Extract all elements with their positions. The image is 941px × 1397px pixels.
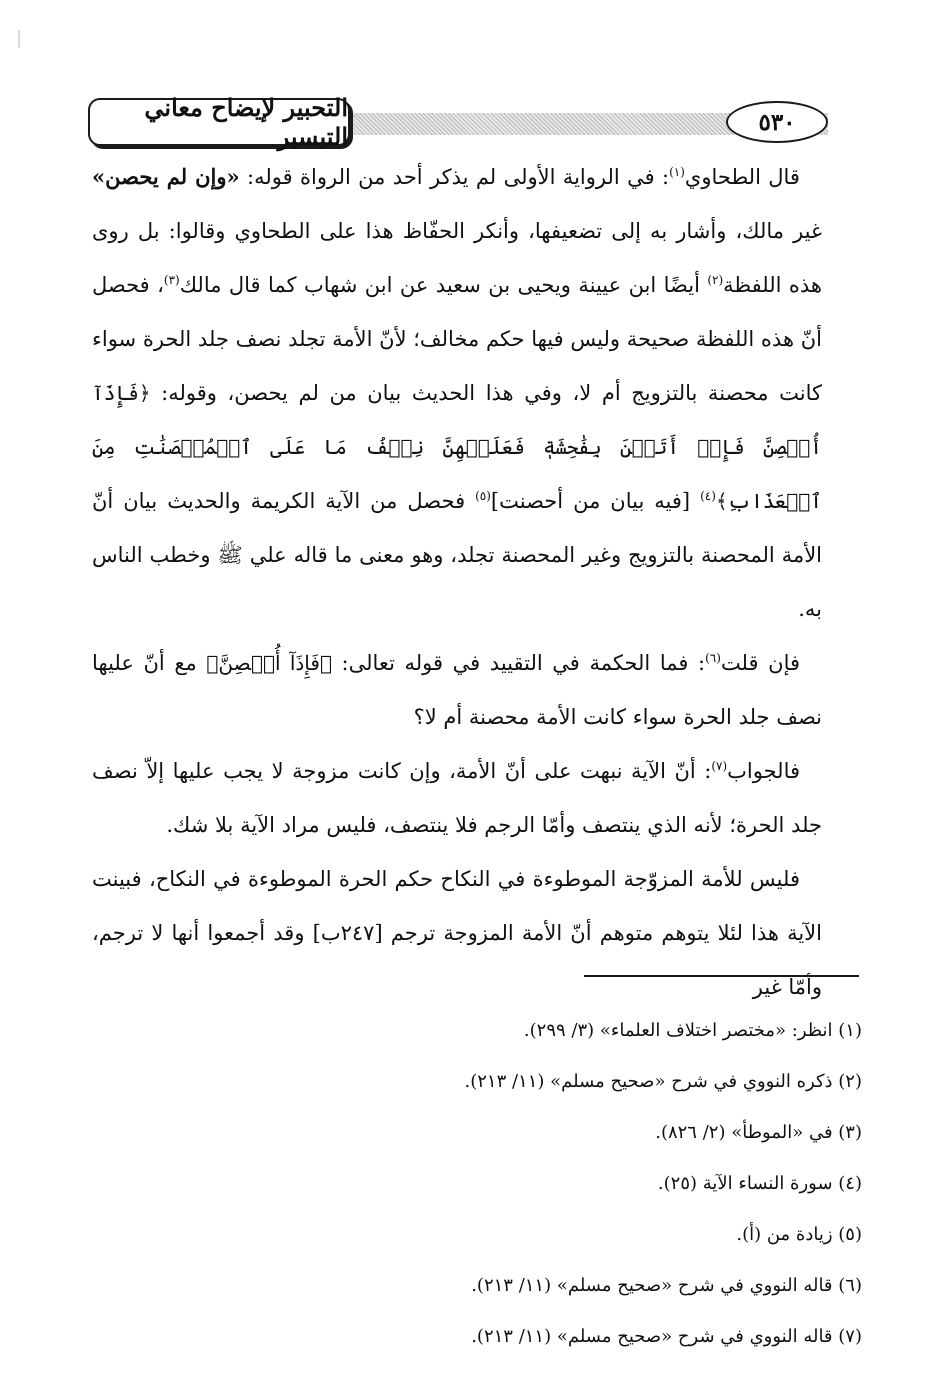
text-run: فالجواب bbox=[727, 759, 800, 783]
text-run: قال الطحاوي bbox=[684, 165, 800, 189]
footnotes bbox=[100, 1005, 862, 1362]
paragraph bbox=[92, 636, 822, 744]
text-run: : فما الحكمة في التقييد في قوله تعالى: bbox=[331, 651, 706, 675]
footnote: (٥) زيادة من (أ). bbox=[736, 1224, 862, 1245]
text-run: أيضًا ابن عيينة ويحيى بن سعيد عن ابن شهاب كما قال مالك bbox=[179, 273, 708, 297]
text-run: [فيه بيان من أحصنت] bbox=[490, 489, 701, 513]
text-run: ، فحصل أنّ هذه اللفظة صحيحة وليس فيها حكم مخالف؛ لأنّ الأمة تجلد نصف جلد الحرة سواء كانت محصنة بالتزويج أم لا، وفي هذا الحديث بيان من لم يحصن، وقوله: bbox=[92, 273, 822, 405]
footnote-ref: (٢) bbox=[707, 273, 724, 287]
quran-verse: ﴿فَإِذَآ أُحۡصِنَّ فَإِنۡ أَتَيۡنَ بِفَٰحِشَةٖ فَعَلَيۡهِنَّ نِصۡفُ مَا عَلَى ٱلۡمُحۡصَنَٰتِ مِنَ ٱلۡعَذَابِ﴾ bbox=[92, 381, 822, 513]
footnote-ref: (٦) bbox=[705, 651, 721, 665]
text-run: مع أنّ عليها نصف جلد الحرة سواء كانت الأمة محصنة أم لا؟ bbox=[92, 651, 822, 729]
text-run: فحصل من الآية الكريمة والحديث بيان أنّ الأمة المحصنة بالتزويج وغير المحصنة تجلد، وهو معنى ما قاله علي ﷺ وخطب الناس به. bbox=[92, 489, 822, 621]
footnote: (٤) سورة النساء الآية (٢٥). bbox=[657, 1173, 862, 1194]
footnote-ref: (٥) bbox=[475, 489, 491, 503]
footnote: (١) انظر: «مختصر اختلاف العلماء» (٣/ ٢٩٩). bbox=[523, 1020, 862, 1041]
text-run: : في الرواية الأولى لم يذكر أحد من الرواة قوله: bbox=[239, 165, 670, 189]
quran-verse: ﴿فَإِذَآ أُحۡصِنَّ﴾ bbox=[206, 651, 332, 675]
footnote: (٦) قاله النووي في شرح «صحيح مسلم» (١١/ ٢١٣). bbox=[471, 1275, 862, 1296]
footnote-divider bbox=[584, 975, 859, 977]
footnote: (٣) في «الموطأ» (٢/ ٨٢٦). bbox=[655, 1122, 862, 1143]
footnote-ref: (١) bbox=[669, 165, 685, 179]
text-run: : أنّ الآية نبهت على أنّ الأمة، وإن كانت مزوجة لا يجب عليها إلاّ نصف جلد الحرة؛ لأنه الذي ينتصف وأمّا الرجم فلا ينتصف، فليس مراد الآية بلا شك. bbox=[92, 759, 822, 837]
paragraph bbox=[92, 852, 822, 1014]
footnote-ref: (٤) bbox=[700, 489, 716, 503]
book-title: التحبير لإيضاح معاني التيسير bbox=[88, 98, 350, 146]
footnote: (٢) ذكره النووي في شرح «صحيح مسلم» (١١/ ٢١٣). bbox=[464, 1071, 862, 1092]
footnote-ref: (٣) bbox=[163, 273, 180, 287]
text-run: غير مالك، وأشار به إلى تضعيفها، وأنكر الحفّاظ هذا على الطحاوي وقالوا: بل روى هذه اللفظة bbox=[92, 219, 822, 297]
hadith-quote: «وإن لم يحصن» bbox=[92, 164, 240, 189]
paragraph bbox=[92, 744, 822, 852]
scan-mark bbox=[18, 30, 20, 48]
main-text bbox=[92, 150, 822, 1014]
page-header bbox=[88, 93, 828, 151]
paragraph bbox=[92, 150, 822, 636]
footnote-ref: (٧) bbox=[711, 759, 728, 773]
page-number: ٥٣٠ bbox=[726, 101, 828, 143]
footnote: (٧) قاله النووي في شرح «صحيح مسلم» (١١/ ٢١٣). bbox=[471, 1326, 862, 1347]
text-run: فإن قلت bbox=[720, 651, 801, 675]
text-run: فليس للأمة المزوّجة الموطوءة في النكاح حكم الحرة الموطوءة في النكاح، فبينت الآية هذا لئلا يتوهم متوهم أنّ الأمة المزوجة ترجم [٢٤٧ب] وقد أجمعوا أنها لا ترجم، وأمّا غير bbox=[92, 867, 822, 999]
